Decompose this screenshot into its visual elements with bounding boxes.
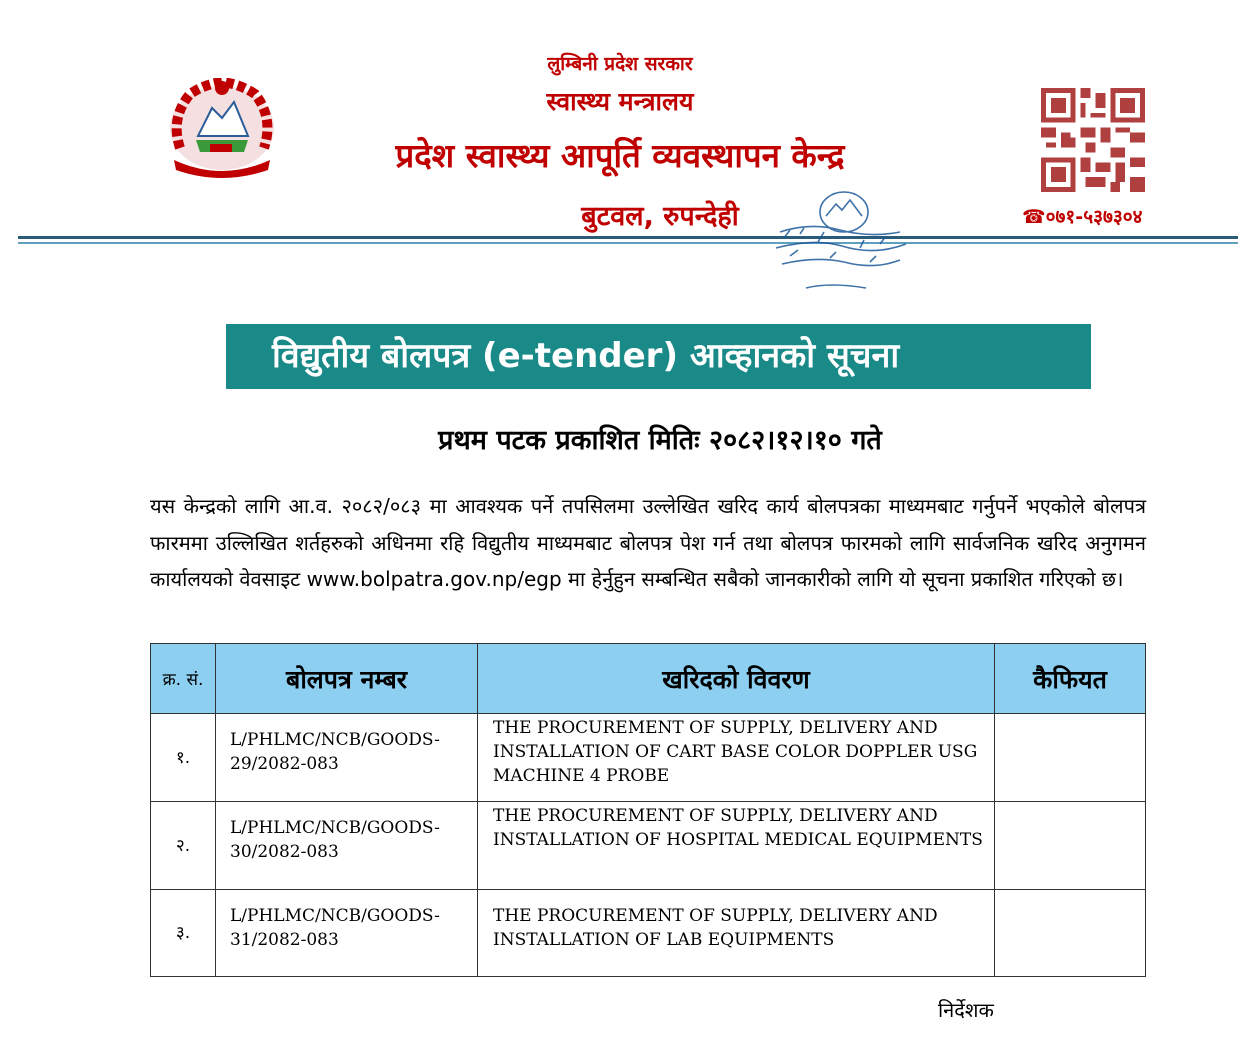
row-remarks — [995, 802, 1146, 890]
row-bid-number: L/PHLMC/NCB/GOODS-31/2082-083 — [216, 890, 478, 977]
signature-title: निर्देशक — [938, 998, 994, 1022]
qr-code-icon — [1040, 88, 1146, 192]
published-date: प्रथम पटक प्रकाशित मितिः २०८२।१२।१० गते — [438, 425, 882, 456]
notice-paragraph: यस केन्द्रको लागि आ.व. २०८२/०८३ मा आवश्यक पर्ने तपसिलमा उल्लेखित खरिद कार्य बोलपत्रका माध्यमबाट गर्नुपर्ने भएकोले बोलपत्र फारममा उल्लिखित शर्तहरुको अधिनमा रहि विद्युतीय माध्यमबाट बोलपत्र पेश गर्न तथा बोलपत्र फारमको लागि सार्वजनिक खरिद अनुगमन कार्यालयको वेवसाइट www.bolpatra.gov.np/egp मा हेर्नुहुन सम्बन्धित सबैको जानकारीको लागि यो सूचना प्रकाशित गरिएको छ। — [150, 494, 1146, 591]
header-serial: क्र. सं. — [151, 644, 216, 714]
notice-title: विद्युतीय बोलपत्र (e-tender) आव्हानको सूचना — [272, 336, 900, 376]
header-divider — [18, 236, 1238, 239]
table-header-row — [151, 644, 1146, 714]
table-row — [151, 802, 1146, 890]
office-seal-stamp — [770, 182, 910, 312]
row-bid-number: L/PHLMC/NCB/GOODS-29/2082-083 — [216, 714, 478, 802]
ministry-name: स्वास्थ्य मन्त्रालय — [546, 87, 694, 116]
center-name: प्रदेश स्वास्थ्य आपूर्ति व्यवस्थापन केन्द्र — [395, 136, 845, 175]
government-name: लुम्बिनी प्रदेश सरकार — [547, 53, 693, 75]
notice-title-banner — [226, 324, 1091, 389]
header-divider-secondary — [18, 242, 1238, 244]
row-remarks — [995, 714, 1146, 802]
header-description: खरिदको विवरण — [478, 644, 995, 714]
row-serial: २. — [151, 802, 216, 890]
phone-number: ☎०७१-५३७३०४ — [1022, 206, 1143, 228]
row-description: THE PROCUREMENT OF SUPPLY, DELIVERY AND INSTALLATION OF HOSPITAL MEDICAL EQUIPMENTS — [478, 802, 995, 890]
row-description: THE PROCUREMENT OF SUPPLY, DELIVERY AND INSTALLATION OF LAB EQUIPMENTS — [478, 890, 995, 977]
header-remarks: कैफियत — [995, 644, 1146, 714]
row-description: THE PROCUREMENT OF SUPPLY, DELIVERY AND INSTALLATION OF CART BASE COLOR DOPPLER USG MACHINE 4 PROBE — [478, 714, 995, 802]
row-bid-number: L/PHLMC/NCB/GOODS-30/2082-083 — [216, 802, 478, 890]
row-serial: ३. — [151, 890, 216, 977]
location: बुटवल, रुपन्देही — [581, 201, 739, 232]
header-bid-number: बोलपत्र नम्बर — [216, 644, 478, 714]
table-row — [151, 714, 1146, 802]
row-serial: १. — [151, 714, 216, 802]
tender-table — [150, 643, 1146, 977]
table-row — [151, 890, 1146, 977]
row-remarks — [995, 890, 1146, 977]
